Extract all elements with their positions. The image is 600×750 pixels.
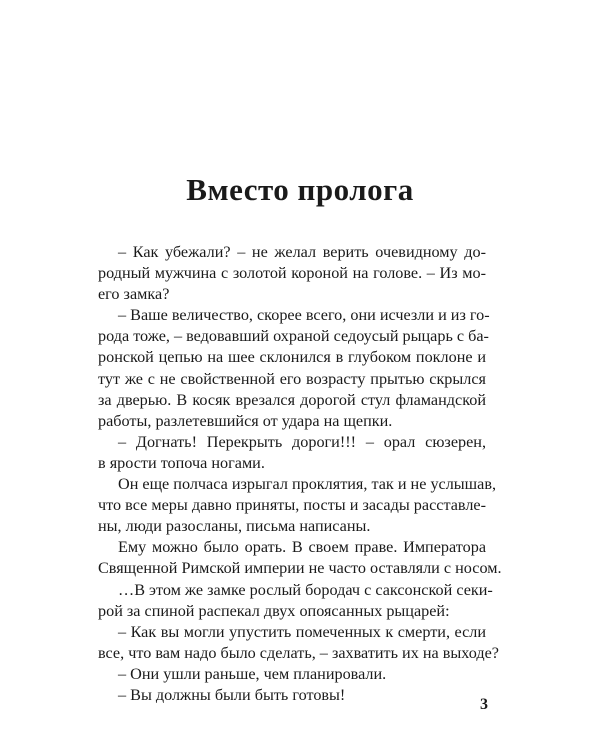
text-line: Ему можно было орать. В своем праве. Императора (118, 538, 486, 557)
paragraph (98, 580, 493, 622)
text-line: что все меры давно приняты, посты и засады расставле- (98, 496, 486, 515)
page-number: 3 (480, 696, 488, 713)
text-line: за дверью. В косяк врезался дорогой стул фламандской (98, 390, 486, 409)
text-line: его замка? (98, 285, 170, 304)
text-line: рой за спиной распекал двух опоясанных рыцарей: (98, 601, 450, 620)
text-line: ронской цепью на шее склонился в глубоком поклоне и (98, 348, 486, 367)
text-line: – Догнать! Перекрыть дороги!!! – орал сюзерен, (118, 432, 486, 451)
text-line: родный мужчина с золотой короной на голове. – Из мо- (98, 264, 486, 283)
paragraph (98, 685, 486, 706)
text-line: – Как вы могли упустить помеченных к смерти, если (118, 622, 486, 641)
paragraph (98, 474, 497, 537)
text-line: ны, люди разосланы, письма написаны. (98, 517, 371, 536)
text-line: – Они ушли раньше, чем планировали. (118, 664, 387, 683)
text-line: в ярости топоча ногами. (98, 453, 265, 472)
text-line: работы, разлетевшийся от удара на щепки. (98, 411, 393, 430)
text-line: Он еще полчаса изрыгал проклятия, так и не услышав, (118, 475, 497, 494)
paragraph (98, 622, 499, 664)
text-line: Священной Римской империи не часто оставляли с носом. (98, 559, 502, 578)
paragraph (98, 664, 486, 685)
text-line: – Вы должны были быть готовы! (118, 685, 346, 704)
paragraph (98, 537, 502, 579)
text-line: тут же с не свойственной его возрасту прытью скрылся (98, 369, 486, 388)
chapter-title: Вместо пролога (186, 172, 414, 207)
paragraph (98, 305, 490, 432)
text-line: все, что вам надо было сделать, – захватить их на выходе? (98, 643, 499, 662)
text-line: – Ваше величество, скорее всего, они исчезли и из го- (118, 306, 490, 325)
paragraph (98, 242, 486, 305)
text-line: …В этом же замке рослый бородач с саксонской секи- (118, 580, 493, 599)
paragraph (98, 432, 486, 474)
body-text (98, 242, 502, 706)
text-line: – Как убежали? – не желал верить очевидному до- (118, 243, 486, 261)
text-line: рода тоже, – ведовавший охраной седоусый рыцарь с ба- (98, 327, 489, 346)
